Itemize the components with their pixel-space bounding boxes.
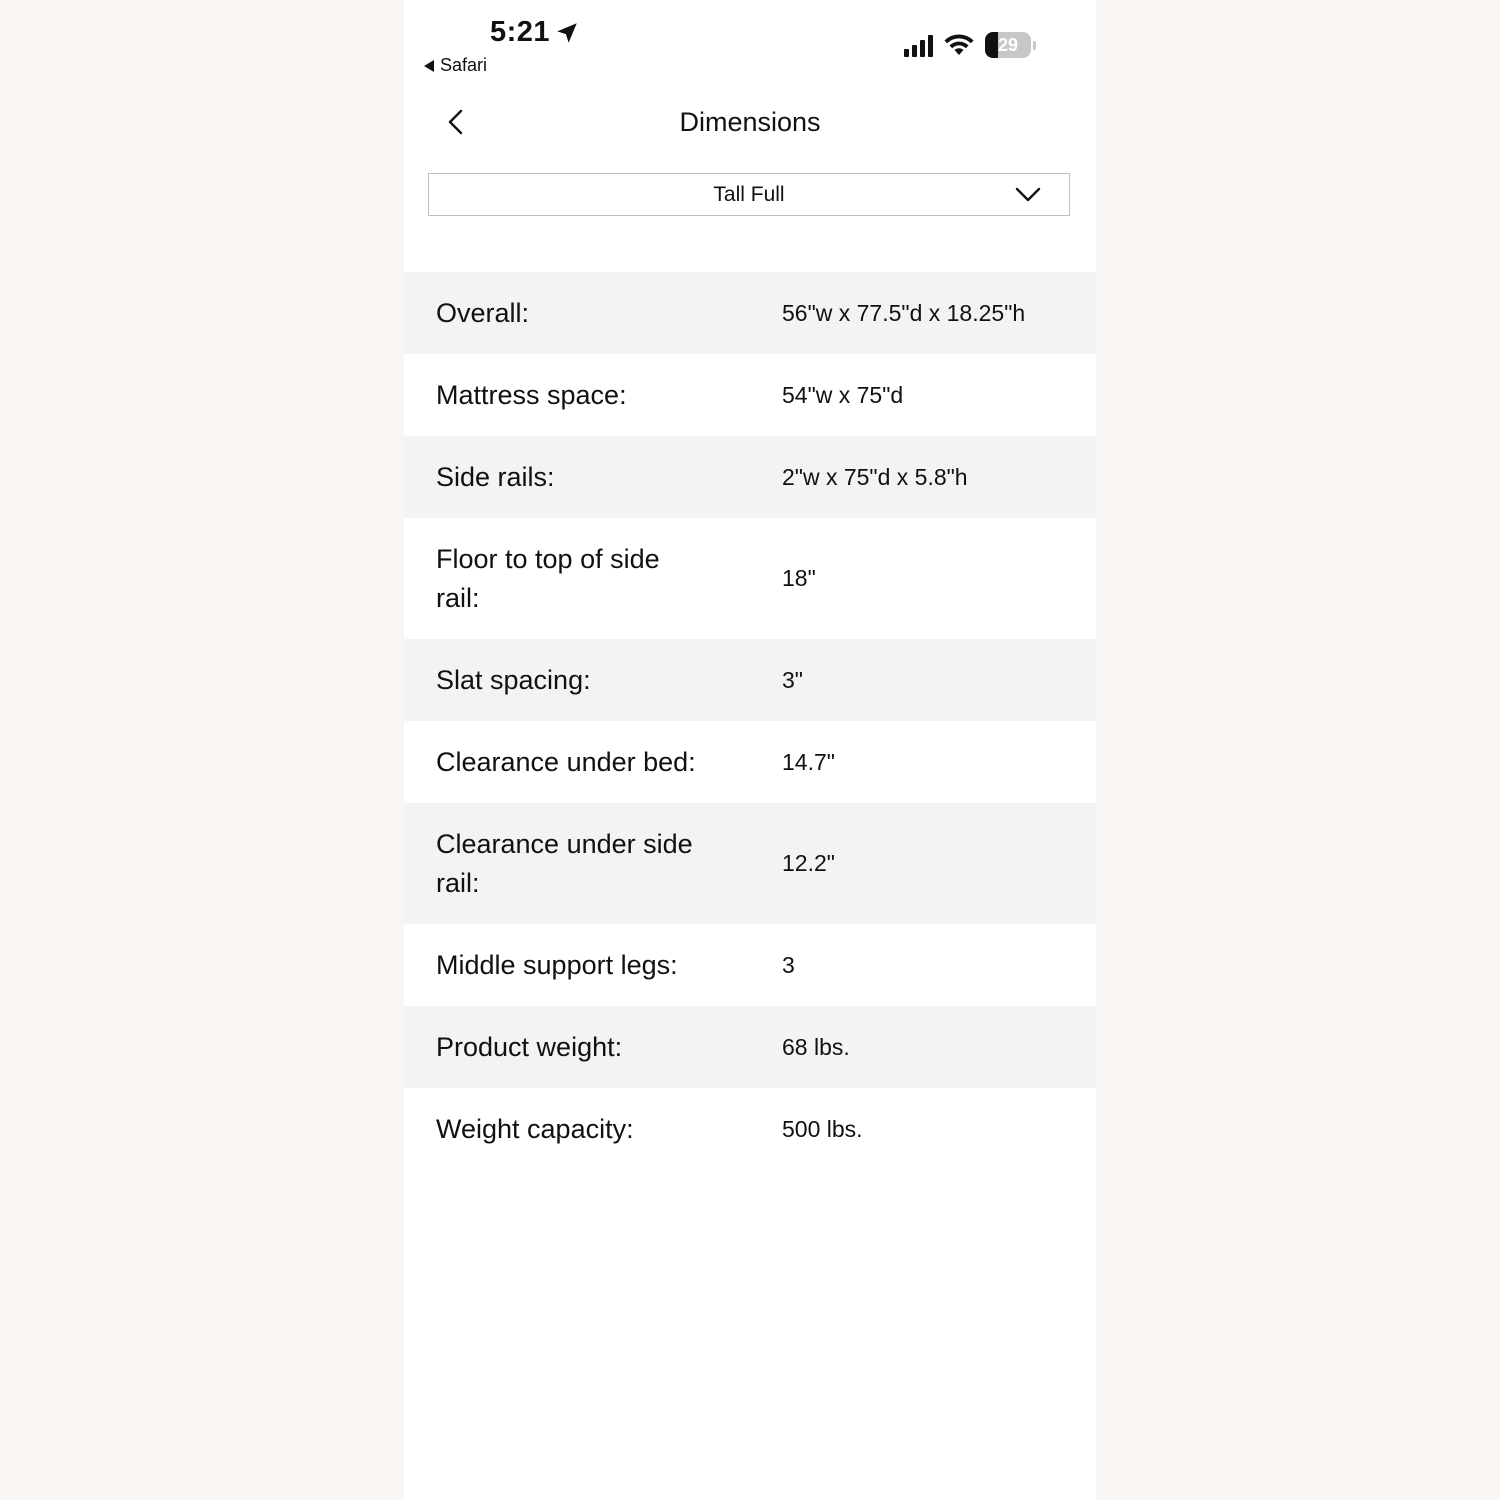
battery-fill: [985, 32, 998, 58]
row-value: 500 lbs.: [782, 1115, 863, 1142]
cellular-signal-icon: [904, 33, 933, 57]
status-time: [490, 16, 580, 49]
row-label: Floor to top of side rail:: [436, 543, 660, 613]
battery-nub: [1033, 41, 1036, 50]
page-title: Dimensions: [679, 107, 821, 137]
table-row-middle-support-legs: [404, 924, 1096, 1006]
table-row-side-rails: [404, 436, 1096, 518]
row-label: Slat spacing:: [436, 664, 591, 695]
table-row-clearance-under-bed: [404, 721, 1096, 803]
size-select-value: Tall Full: [713, 182, 785, 206]
row-value: 3": [782, 666, 803, 693]
back-app-label: Safari: [440, 55, 488, 75]
size-select[interactable]: [428, 173, 1070, 216]
battery-icon: [985, 32, 1031, 58]
location-arrow-icon: [554, 20, 580, 46]
back-button[interactable]: [438, 104, 474, 140]
table-row-clearance-under-side-rail: [404, 803, 1096, 924]
phone-screen: [404, 0, 1096, 1500]
table-row-slat-spacing: [404, 639, 1096, 721]
dimensions-table: [404, 272, 1096, 1170]
table-row-weight-capacity: [404, 1088, 1096, 1170]
row-label: Clearance under side rail:: [436, 828, 693, 898]
table-row-floor-to-side-rail: [404, 518, 1096, 639]
row-value: 18": [782, 565, 816, 591]
row-label: Mattress space:: [436, 379, 627, 410]
row-value: 3: [782, 951, 795, 978]
row-label: Weight capacity:: [436, 1113, 634, 1144]
status-indicators: [904, 32, 1036, 58]
row-label: Clearance under bed:: [436, 746, 696, 777]
chevron-left-icon: [446, 108, 466, 136]
row-label: Product weight:: [436, 1031, 623, 1062]
row-value: 56"w x 77.5"d x 18.25"h: [782, 299, 1026, 326]
back-triangle-icon: [424, 60, 434, 72]
back-to-app-link[interactable]: [424, 55, 487, 76]
row-label: Overall:: [436, 297, 530, 328]
table-row-mattress-space: [404, 354, 1096, 436]
row-label: Middle support legs:: [436, 949, 678, 980]
status-time-text: 5:21: [490, 16, 551, 48]
row-value: 2"w x 75"d x 5.8"h: [782, 463, 968, 490]
table-row-product-weight: [404, 1006, 1096, 1088]
row-value: 14.7": [782, 748, 835, 775]
row-value: 54"w x 75"d: [782, 381, 904, 408]
chevron-down-icon: [1015, 183, 1041, 205]
table-row-overall: [404, 272, 1096, 354]
row-label: Side rails:: [436, 461, 555, 492]
row-value: 68 lbs.: [782, 1033, 850, 1060]
wifi-icon: [943, 33, 975, 57]
row-value: 12.2": [782, 850, 835, 876]
battery-percent: 29: [997, 34, 1019, 55]
